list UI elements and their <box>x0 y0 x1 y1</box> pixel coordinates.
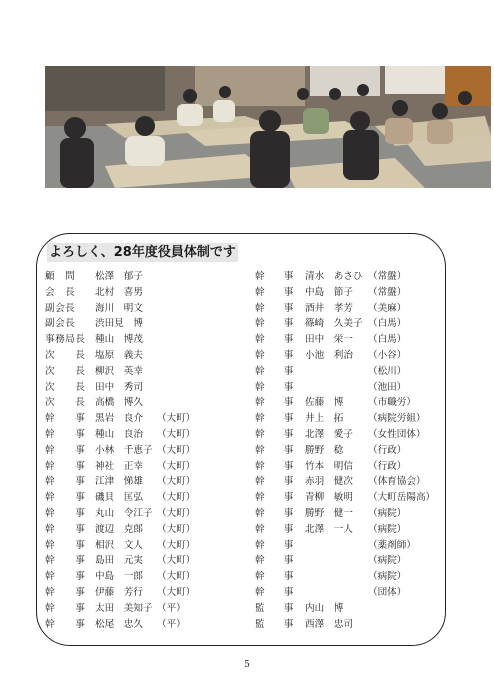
officer-title: 幹 事 <box>255 381 294 393</box>
page-number: 5 <box>244 660 250 670</box>
officer-affiliation: （大町） <box>157 539 196 551</box>
officer-affiliation: （常盤） <box>368 286 407 298</box>
officer-name: 松澤 郁子 <box>95 271 143 282</box>
officer-affiliation: （池田） <box>368 381 407 393</box>
officer-title: 幹 事 <box>255 523 294 535</box>
officer-affiliation: （病院労組） <box>368 413 426 425</box>
officer-title: 幹 事 <box>45 555 86 567</box>
officer-title: 幹 事 <box>255 286 294 298</box>
officer-affiliation: （市職労） <box>368 397 416 409</box>
officer-affiliation: （大町） <box>157 555 196 567</box>
officer-title: 幹 事 <box>255 555 294 567</box>
officer-title: 次 長 <box>45 365 86 377</box>
officer-name: 赤羽 健次 <box>305 476 353 488</box>
officer-name: 高橋 博久 <box>95 397 143 409</box>
officer-title: 副会長 <box>45 318 76 330</box>
officer-affiliation: （大町） <box>157 460 196 472</box>
officer-name: 柳沢 英幸 <box>95 365 143 377</box>
officer-name: 渋田見 博 <box>95 318 143 330</box>
officer-title: 幹 事 <box>255 444 294 456</box>
officer-title: 幹 事 <box>45 492 86 504</box>
officer-title: 幹 事 <box>45 602 86 614</box>
officer-affiliation: （松川） <box>368 365 407 377</box>
officer-name: 竹本 明信 <box>305 460 353 472</box>
officer-affiliation: （白馬） <box>368 334 407 346</box>
officer-affiliation: （行政） <box>368 460 407 472</box>
officer-affiliation: （大町岳陽高） <box>368 492 436 504</box>
officer-affiliation: （病院） <box>368 507 407 519</box>
officer-name: 塩原 義夫 <box>95 349 143 361</box>
officer-title: 監 事 <box>255 618 294 630</box>
officer-affiliation: （白馬） <box>368 318 407 330</box>
officer-name: 磯貝 匡弘 <box>95 492 143 504</box>
officer-title: 会 長 <box>45 286 76 298</box>
officer-affiliation: （病院） <box>368 555 407 567</box>
officer-affiliation: （大町） <box>157 444 196 456</box>
officer-affiliation: （平） <box>157 602 186 614</box>
roster-title: よろしく、28年度役員体制です <box>49 245 236 260</box>
officer-name: 丸山 令江子 <box>95 507 153 519</box>
officer-name: 中島 一郎 <box>95 571 143 583</box>
officer-affiliation: （大町） <box>157 507 196 519</box>
officer-name: 神社 正幸 <box>95 460 143 472</box>
officer-title: 幹 事 <box>45 476 86 488</box>
officer-affiliation: （小谷） <box>368 349 407 361</box>
officer-name: 相沢 文人 <box>95 539 143 551</box>
officer-title: 幹 事 <box>255 365 294 377</box>
officer-title: 幹 事 <box>45 586 86 598</box>
officer-name: 小池 利治 <box>305 349 353 361</box>
officer-title: 顧 問 <box>45 271 76 282</box>
officer-title: 幹 事 <box>45 618 86 630</box>
officer-affiliation: （大町） <box>157 476 196 488</box>
officer-affiliation: （病院） <box>368 523 407 535</box>
officer-affiliation: （大町） <box>157 586 196 598</box>
officer-name: 田中 秀司 <box>95 381 143 393</box>
officer-title: 幹 事 <box>45 428 86 440</box>
officer-name: 松尾 忠久 <box>95 618 143 630</box>
officer-name: 海川 明文 <box>95 302 143 314</box>
officer-title: 幹 事 <box>45 413 86 425</box>
officer-title: 幹 事 <box>255 397 294 409</box>
officer-affiliation: （団体） <box>368 586 407 598</box>
officer-title: 幹 事 <box>255 539 294 551</box>
officer-affiliation: （平） <box>157 618 186 630</box>
officer-name: 井上 拓 <box>305 413 344 425</box>
officer-title: 幹 事 <box>255 318 294 330</box>
officer-name: 勝野 稔 <box>305 444 344 456</box>
officer-title: 次 長 <box>45 381 86 393</box>
officer-name: 田中 栄一 <box>305 334 353 346</box>
officer-name: 酒井 孝芳 <box>305 302 353 314</box>
officer-title: 事務局長 <box>45 334 86 346</box>
officer-title: 幹 事 <box>45 523 86 535</box>
officer-title: 監 事 <box>255 602 294 614</box>
officer-affiliation: （体育協会） <box>368 476 426 488</box>
officer-name: 北澤 一人 <box>305 523 353 535</box>
officer-title: 幹 事 <box>255 507 294 519</box>
officer-name: 渡辺 克郎 <box>95 523 143 535</box>
officer-title: 幹 事 <box>45 444 86 456</box>
officer-title: 次 長 <box>45 397 86 409</box>
officer-title: 幹 事 <box>255 460 294 472</box>
officer-name: 北村 喜男 <box>95 286 143 298</box>
officer-name: 内山 博 <box>305 602 344 614</box>
officer-name: 種山 博茂 <box>95 334 143 346</box>
officer-name: 西澤 忠司 <box>305 618 353 630</box>
officer-affiliation: （美麻） <box>368 302 407 314</box>
officer-name: 太田 美知子 <box>95 602 153 614</box>
officer-affiliation: （大町） <box>157 428 196 440</box>
officer-name: 青柳 敏明 <box>305 492 353 504</box>
officer-name: 勝野 健一 <box>305 507 353 519</box>
officer-title: 幹 事 <box>255 302 294 314</box>
officer-name: 江津 悌雄 <box>95 476 143 488</box>
officer-name: 北澤 愛子 <box>305 428 353 440</box>
officer-name: 種山 良治 <box>95 428 143 440</box>
officer-affiliation: （病院） <box>368 571 407 583</box>
officer-name: 佐藤 博 <box>305 397 344 409</box>
meeting-photo <box>45 66 491 188</box>
officer-title: 幹 事 <box>255 586 294 598</box>
officer-affiliation: （大町） <box>157 413 196 425</box>
officer-affiliation: （大町） <box>157 492 196 504</box>
officer-title: 幹 事 <box>255 476 294 488</box>
officer-name: 島田 元実 <box>95 555 143 567</box>
officer-name: 中島 節子 <box>305 286 353 298</box>
officer-title: 幹 事 <box>255 428 294 440</box>
officer-title: 次 長 <box>45 349 86 361</box>
officer-name: 伊藤 芳行 <box>95 586 143 598</box>
officer-affiliation: （薬剤師） <box>368 539 416 551</box>
officer-roster <box>36 233 446 646</box>
officer-title: 幹 事 <box>45 507 86 519</box>
officer-title: 幹 事 <box>45 539 86 551</box>
officer-affiliation: （女性団体） <box>368 428 426 440</box>
officer-title: 副会長 <box>45 302 76 314</box>
officer-title: 幹 事 <box>45 571 86 583</box>
officer-name: 清水 あさひ <box>305 271 363 282</box>
officer-affiliation: （大町） <box>157 523 196 535</box>
officer-title: 幹 事 <box>255 492 294 504</box>
officer-affiliation: （常盤） <box>368 271 407 282</box>
officer-title: 幹 事 <box>255 349 294 361</box>
officer-title: 幹 事 <box>255 334 294 346</box>
officer-title: 幹 事 <box>255 271 294 282</box>
officer-name: 黒岩 良介 <box>95 413 143 425</box>
officer-title: 幹 事 <box>45 460 86 472</box>
officer-title: 幹 事 <box>255 413 294 425</box>
officer-title: 幹 事 <box>255 571 294 583</box>
officer-name: 小林 千恵子 <box>95 444 153 456</box>
officer-affiliation: （大町） <box>157 571 196 583</box>
officer-name: 篠崎 久美子 <box>305 318 363 330</box>
officer-affiliation: （行政） <box>368 444 407 456</box>
